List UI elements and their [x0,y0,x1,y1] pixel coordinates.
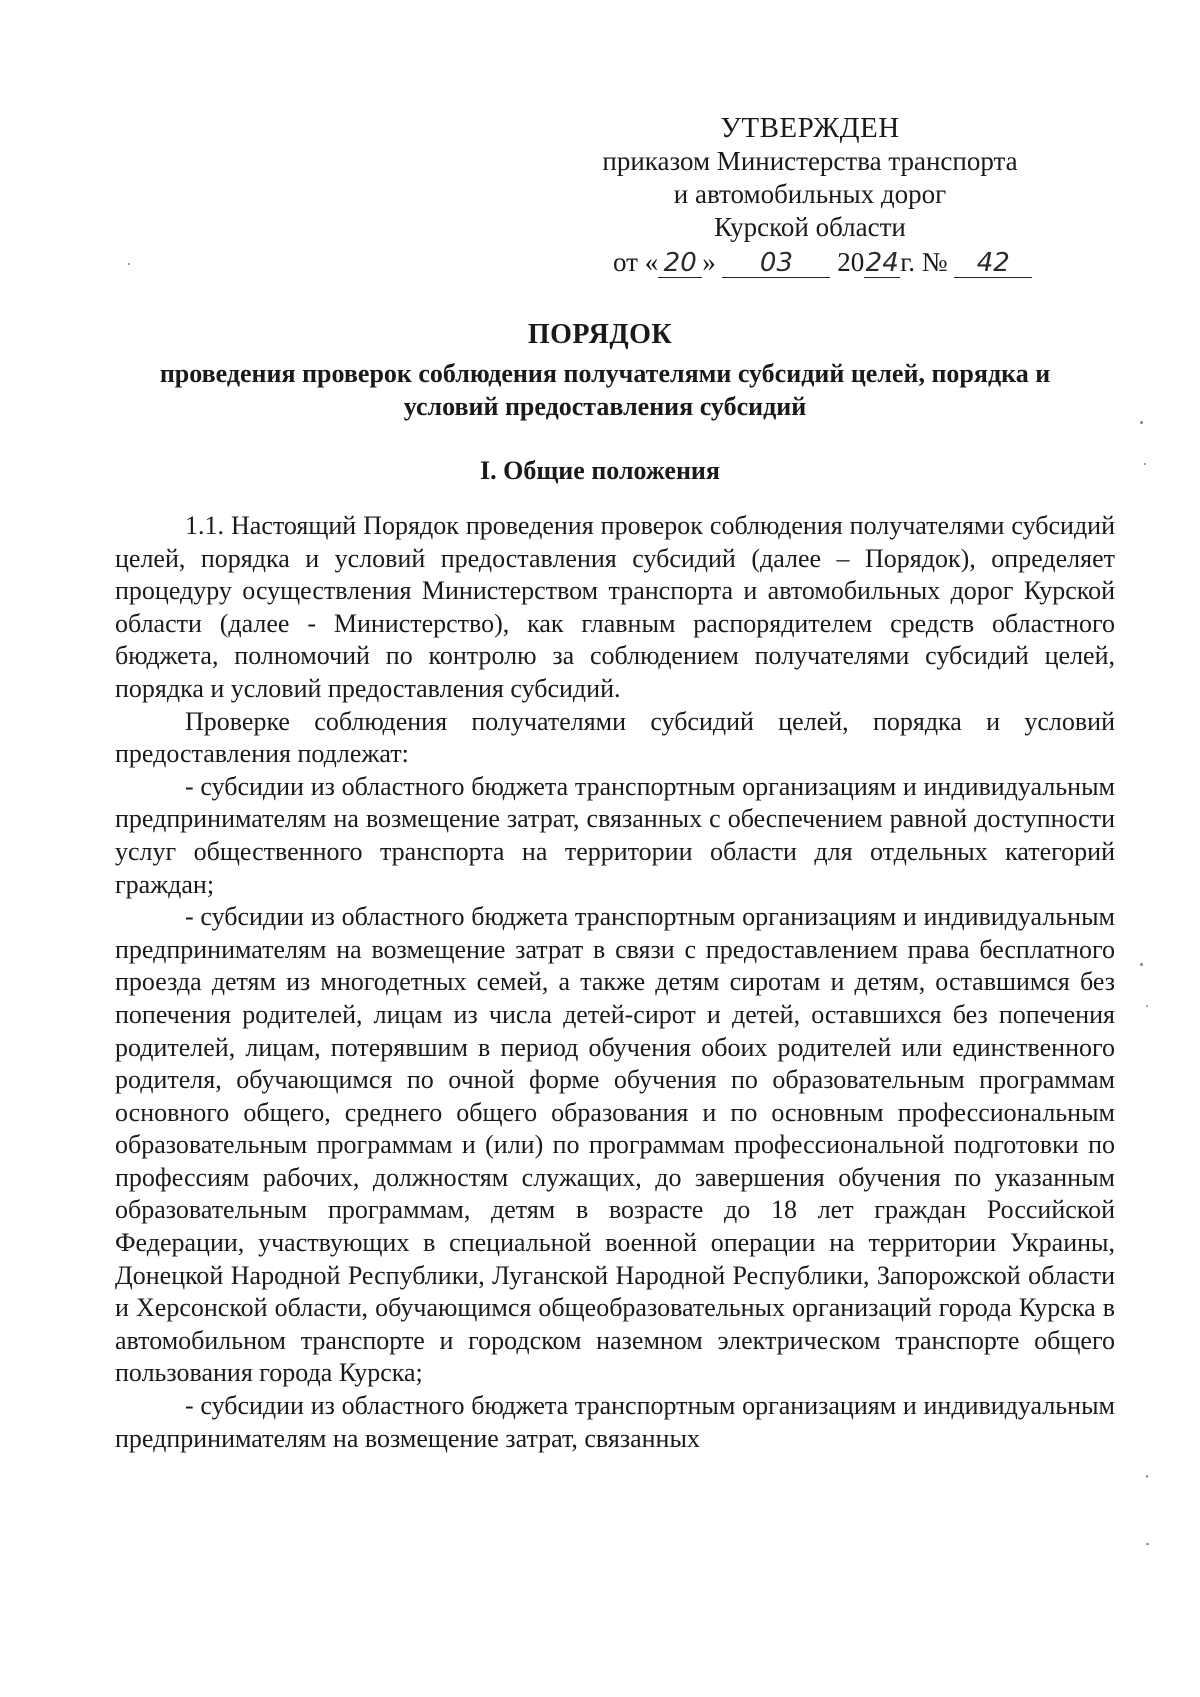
scan-speck [1140,421,1143,424]
section-title: I. Общие положения [480,456,720,485]
date-separator: » [702,247,716,277]
scan-speck [1144,463,1146,465]
scan-speck [128,263,130,265]
approval-line-3: Курской области [714,212,906,242]
date-prefix: от « [613,247,659,277]
scan-speck [1146,1543,1149,1545]
document-body [115,510,1115,1455]
approval-line-2: и автомобильных дорог [673,179,947,209]
list-item-1: - субсидии из областного бюджета транспортным организациям и индивидуальным предпринимателям на возмещение затрат, связанных с обеспечением равной доступности услуг общественного транспорта на территории области для отдельных категорий граждан; [115,771,1115,899]
list-item-3: - субсидии из областного бюджета транспортным организациям и индивидуальным предпринимателям на возмещение затрат, связанных [115,1391,1115,1453]
list-item-2: - субсидии из областного бюджета транспортным организациям и индивидуальным предпринимателям на возмещение затрат в связи с предоставлением права бесплатного проезда детям из многодетных семей, а также детям сиротам и детям, оставшимся без попечения родителей, лицам из числа детей-сирот и детей, оставшихся без попечения родителей, лицам, потерявшим в период обучения обоих родителей или единственного родителя, обучающимся по очной форме обучения по образовательным программам основного общего, среднего общего образования и по основным профессиональным образовательным программам и (или) по программам профессиональной подготовки по профессиям рабочих, должностям служащих, до завершения обучения по указанным образовательным программам, детям в возрасте до 18 лет граждан Российской Федерации, участвующих в специальной военной операции на территории Украины, Донецкой Народной Республики, Луганской Народной Республики, Запорожской области и Херсонской области, обучающимся общеобразовательных организаций города Курска в автомобильном транспорте и городском наземном электрическом транспорте общего пользования города Курска; [115,902,1115,1388]
approval-block [560,112,1060,244]
document-title: ПОРЯДОК [527,319,673,350]
approval-date-line [613,246,1033,279]
approval-line-1: приказом Министерства транспорта [602,146,1018,176]
scan-speck [1140,963,1143,966]
document-subtitle: проведения проверок соблюдения получателями субсидий целей, порядка и условий предоставления субсидий [159,359,1051,421]
handwritten-order-number: 42 [954,249,1032,278]
approval-title: УТВЕРЖДЕН [720,112,900,144]
paragraph-1-1: 1.1. Настоящий Порядок проведения проверок соблюдения получателями субсидий целей, порядка и условий предоставления субсидий (далее – Порядок), определяет процедуру осуществления Министерством транспорта и автомобильных дорог Курской области (далее - Министерство), как главным распорядителем средств областного бюджета, полномочий по контролю за соблюдением получателями субсидий целей, порядка и условий предоставления субсидий. [115,511,1115,703]
year-prefix: 20 [837,247,865,277]
handwritten-day: 20 [658,249,702,278]
scan-speck [1146,1005,1148,1007]
handwritten-year: 24 [865,248,899,278]
handwritten-month: 03 [722,249,830,278]
scan-speck [1146,1475,1148,1478]
paragraph-subject: Проверке соблюдения получателями субсидий целей, порядка и условий предоставления подлежат: [115,706,1115,769]
year-suffix: г. № [900,247,948,277]
